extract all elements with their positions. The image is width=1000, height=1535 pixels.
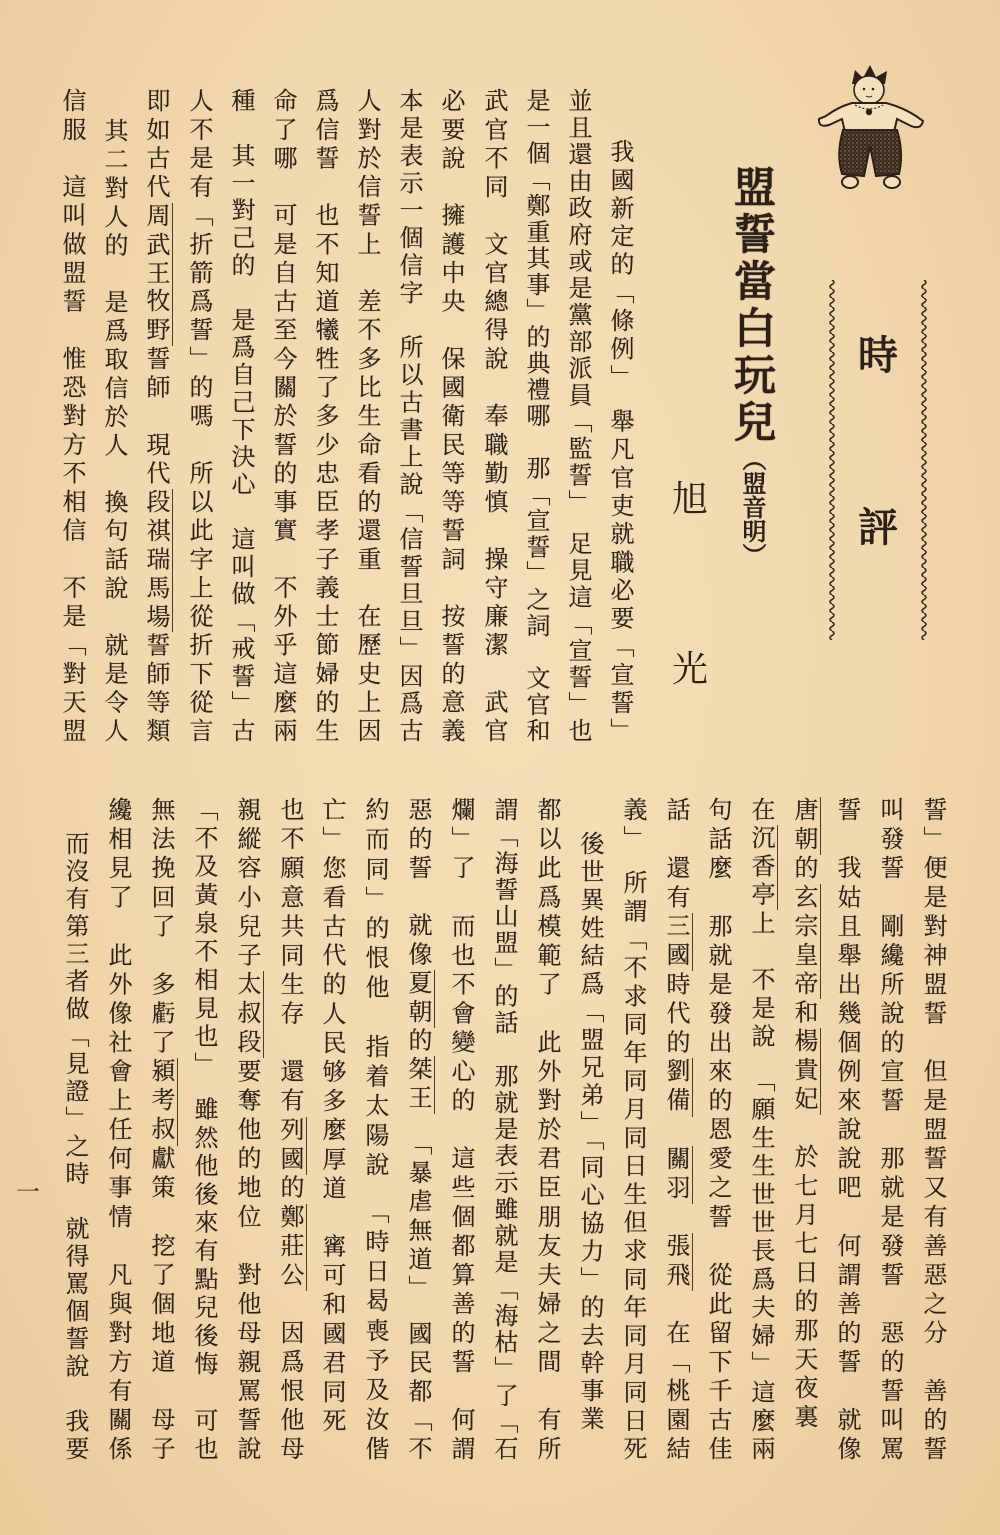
text-column: 無法挽回了 多虧了潁考叔獻策 挖了個地道 母子 xyxy=(147,797,175,1460)
proper-name-mark: 周武王 xyxy=(142,203,173,289)
text-column: 義」 所謂「不求同年同月同日生但求同年同月同日死 xyxy=(619,797,647,1460)
text-column: 而沒有第三者做「見證」之時 就得罵個誓說 我要 xyxy=(61,831,89,1460)
article-title-column xyxy=(728,165,776,567)
text-column: 叫發誓 剛纔所說的宣誓 那就是發誓 惡的誓叫罵 xyxy=(876,797,904,1460)
text-column: 我國新定的「條例」 舉凡官吏就職必要「宣誓」 xyxy=(606,139,634,742)
proper-name-mark: 三國 xyxy=(662,913,693,971)
text-column: 話 還有三國時代的劉備 關羽 張飛 在「桃園結 xyxy=(662,797,690,1460)
proper-name-mark: 夏朝 xyxy=(404,970,435,1028)
proper-name-mark: 劉備 xyxy=(662,1058,693,1116)
proper-name-mark: 列國 xyxy=(276,1117,307,1175)
proper-name-mark: 鄭莊公 xyxy=(276,1204,307,1291)
text-column: 纔相見了 此外像社會上任何事情 凡與對方有關係 xyxy=(104,797,132,1460)
proper-name-mark: 唐朝 xyxy=(790,797,821,855)
text-column: 即如古代周武王牧野誓師 現代段祺瑞馬場誓師等類 xyxy=(142,88,170,742)
text-column: 武官不同 文官總得說 奉職勤慎 操守廉潔 武官 xyxy=(480,88,508,742)
wavy-border-left xyxy=(826,280,838,640)
text-column: 信服 這叫做盟誓 惟恐對方不相信 不是「對天盟 xyxy=(58,88,86,742)
article-title: 盟誓當白玩兒 xyxy=(728,165,777,447)
text-column: 爛」了 而也不會變心的 這些個都算善的誓 何謂 xyxy=(447,797,475,1460)
text-column: 「不及黃泉不相見也」 雖然他後來有點兒後悔 可也 xyxy=(190,797,218,1460)
text-column: 並且還由政府或是黨部派員「監誓」 足見這「宣誓」也 xyxy=(564,88,592,742)
text-column: 在沉香亭上 不是說 「願生生世世長爲夫婦」這麼兩 xyxy=(747,797,775,1460)
child-figure-icon xyxy=(812,62,930,190)
proper-name-mark: 桀王 xyxy=(404,1056,435,1114)
page-number: 一 xyxy=(16,1178,40,1206)
text-column: 都以此爲模範了 此外對於君臣朋友夫婦之間 有所 xyxy=(533,797,561,1460)
proper-name-mark: 關羽 xyxy=(662,1146,693,1204)
text-column: 人對於信誓上 差不多比生命看的還重 在歷史上因 xyxy=(353,88,381,742)
proper-name-mark: 馬場 xyxy=(142,575,173,632)
wavy-border-right xyxy=(918,280,930,640)
text-column: 爲信誓 也不知道犧牲了多少忠臣孝子義士節婦的生 xyxy=(311,88,339,742)
text-column: 謂「海誓山盟」的話 那就是表示雖就是「海枯」了「石 xyxy=(490,797,518,1460)
proper-name-mark: 牧野 xyxy=(142,288,173,345)
title-pronunciation-note: （盟音明） xyxy=(738,447,767,567)
text-column: 後世異姓結爲「盟兄弟」「同心協力」的去幹事業 xyxy=(576,831,604,1430)
text-column: 誓 我姑且舉出幾個例來說說吧 何謂善的誓 就像 xyxy=(833,797,861,1460)
proper-name-mark: 太叔段 xyxy=(233,971,264,1058)
text-column: 必要說 擁護中央 保國衛民等等誓詞 按誓的意義 xyxy=(437,88,465,742)
text-column: 也不願意共同生存 還有列國的鄭莊公 因爲恨他母 xyxy=(276,797,304,1460)
proper-name-mark: 潁考叔 xyxy=(147,1058,178,1145)
text-column: 是一個「鄭重其事」的典禮哪 那「宣誓」之詞 文官和 xyxy=(522,88,550,742)
text-column: 句話麼 那就是發出來的恩愛之誓 從此留下千古佳 xyxy=(704,797,732,1460)
proper-name-mark: 玄宗皇帝 xyxy=(790,884,821,1000)
text-column: 亡」您看古代的人民够多麼厚道 寗可和國君同死 xyxy=(318,797,346,1432)
text-column: 誓」便是對神盟誓 但是盟誓又有善惡之分 善的誓 xyxy=(919,797,947,1460)
proper-name-mark: 段祺瑞 xyxy=(142,489,173,575)
author-name-char: 光 xyxy=(672,649,709,690)
proper-name-mark: 張飛 xyxy=(662,1233,693,1291)
text-column: 親縱容小兒子太叔段要奪他的地位 對他母親罵誓說 xyxy=(233,797,261,1460)
section-label-char: 評 xyxy=(858,504,898,551)
text-column: 約而同」的恨他 指着太陽說 「時日曷喪予及汝偕 xyxy=(361,797,389,1460)
text-column: 唐朝的玄宗皇帝和楊貴妃 於七月七日的那天夜裏 xyxy=(790,797,818,1428)
text-column: 命了哪 可是自古至今關於誓的事實 不外乎這麼兩 xyxy=(269,88,297,742)
author-name-char: 旭 xyxy=(672,479,709,520)
text-column: 其二對人的 是爲取信於人 換句話說 就是令人 xyxy=(100,118,128,742)
text-column: 種 其一對己的 是爲自己下決心 這叫做「戒誓」古 xyxy=(227,88,255,742)
text-column: 惡的誓 就像夏朝的桀王 「暴虐無道」 國民都「不 xyxy=(404,797,432,1460)
text-column: 本是表示一個信字 所以古書上說「信誓旦旦」因爲古 xyxy=(395,88,423,742)
child-figure-illustration xyxy=(812,62,930,190)
proper-name-mark: 楊貴妃 xyxy=(790,1028,821,1115)
text-column: 人不是有「折箭爲誓」的嗎 所以此字上從折下從言 xyxy=(185,88,213,742)
proper-name-mark: 沉香亭 xyxy=(747,825,778,910)
section-label-char: 時 xyxy=(858,332,898,379)
